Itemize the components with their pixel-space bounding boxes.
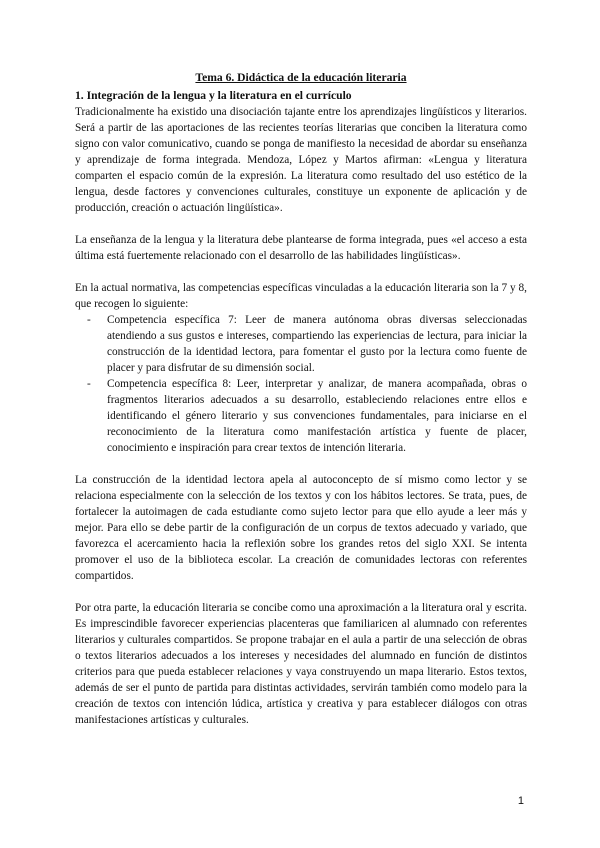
paragraph: Tradicionalmente ha existido una disociación tajante entre los aprendizajes lingüísticos y literarios. Será a partir de las aportaciones de las recientes teorías literarias que conciben la literatura como signo con valor comunicativo, cuando se ponga de manifiesto la necesidad de abordar su enseñanza y aprendizaje de forma integrada. Mendoza, López y Martos afirman: «Lengua y literatura comparten el espacio común de la expresión. La literatura como resultado del uso estético de la lengua, desde factores y convenciones culturales, constituye un exponente de aplicación y de producción, creación o actuación lingüística». (75, 106, 527, 214)
paragraph: En la actual normativa, las competencias específicas vinculadas a la educación literaria son la 7 y 8, que recogen lo siguiente: (75, 282, 527, 310)
page-number: 1 (517, 795, 524, 807)
competency-list (75, 312, 527, 456)
list-item: - Competencia específica 7: Leer de manera autónoma obras diversas seleccionadas atendiendo a sus gustos e intereses, compartiendo las experiencias de lectura, para iniciar la construcción de la identidad lectora, para fomentar el gusto por la lectura como fuente de placer y para disfrutar de su dimensión social. (107, 312, 527, 376)
document-page (75, 70, 527, 728)
paragraph: La enseñanza de la lengua y la literatura debe plantearse de forma integrada, pues «el acceso a esta última está fuertemente relacionado con el desarrollo de las habilidades lingüísticas». (75, 234, 527, 262)
document-title: Tema 6. Didáctica de la educación literaria (195, 71, 407, 84)
paragraph: Por otra parte, la educación literaria se concibe como una aproximación a la literatura oral y escrita. Es imprescindible favorecer experiencias placenteras que familiaricen al alumnado con referentes literarios y culturales compartidos. Se propone trabajar en el aula a partir de una selección de obras o textos literarios adecuados a los intereses y necesidades del alumnado en función de distintos criterios para que pueda establecer relaciones y vaya construyendo un mapa literario. Estos textos, además de ser el punto de partida para distintas actividades, servirán también como modelo para la creación de textos con intención lúdica, artística y creativa y para establecer diálogos con otras manifestaciones artísticas y culturales. (75, 602, 527, 726)
list-item: - Competencia específica 8: Leer, interpretar y analizar, de manera acompañada, obras o fragmentos literarios adecuados a su desarrollo, estableciendo relaciones entre ellos e identificando el género literario y sus convenciones fundamentales, para iniciarse en el reconocimiento de la literatura como manifestación artística y fuente de placer, conocimiento e inspiración para crear textos de intención literaria. (107, 376, 527, 456)
section-heading: 1. Integración de la lengua y la literatura en el currículo (75, 89, 352, 102)
paragraph: La construcción de la identidad lectora apela al autoconcepto de sí mismo como lector y se relaciona especialmente con la selección de los textos y con los hábitos lectores. Se trata, pues, de fortalecer la autoimagen de cada estudiante como sujeto lector para que ello ayude a leer más y mejor. Para ello se debe partir de la configuración de un corpus de textos adecuado y variado, que favorezca el acercamiento hacia la reflexión sobre los grandes retos del siglo XXI. Se intenta promover el uso de la biblioteca escolar. La creación de comunidades lectoras con referentes compartidos. (75, 474, 527, 582)
